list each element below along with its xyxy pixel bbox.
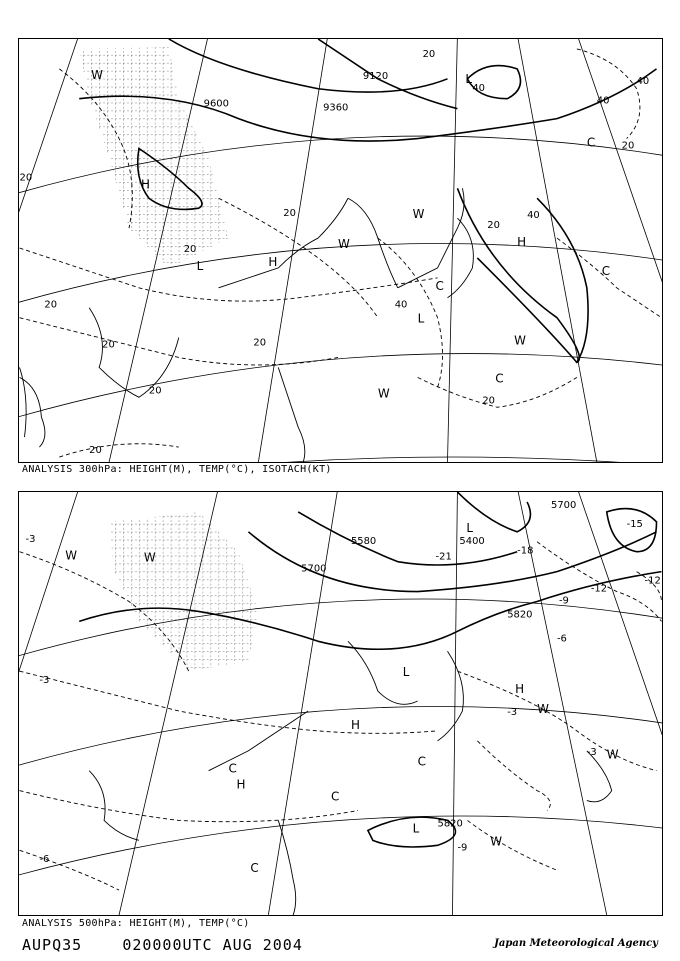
height-label: 5820 <box>437 818 463 830</box>
low-center: L <box>417 311 425 326</box>
isotach-label: 40 <box>527 210 540 222</box>
isotach-label: 20 <box>19 172 33 184</box>
height-label: 5400 <box>459 535 485 547</box>
agency-name: Japan Meteorological Agency <box>494 938 658 949</box>
warm-center: W <box>91 67 103 82</box>
temp-label: -12 <box>644 575 661 587</box>
temp-label: -21 <box>435 551 452 563</box>
isotach-label: 20 <box>283 208 296 220</box>
temp-label: -3 <box>39 675 50 687</box>
height-label: 9120 <box>362 70 389 82</box>
warm-center: W <box>65 548 78 563</box>
isotach-label: 40 <box>472 82 486 94</box>
height-label: 5700 <box>301 563 327 575</box>
warm-center: W <box>338 237 350 252</box>
chart-code: AUPQ35 <box>22 936 83 954</box>
isotach-label: 40 <box>596 95 610 107</box>
cold-center: C <box>331 789 340 804</box>
cold-center: C <box>601 263 611 278</box>
low-center: L <box>196 258 204 273</box>
warm-center: W <box>143 550 156 565</box>
warm-center: W <box>377 386 390 401</box>
chart-code-and-time <box>22 936 303 954</box>
height-label: 5700 <box>551 499 577 511</box>
high-center: H <box>517 235 527 250</box>
caption-300hpa: ANALYSIS 300hPa: HEIGHT(M), TEMP(°C), ISOTACH(KT) <box>22 464 332 475</box>
height-label: 9600 <box>203 98 229 110</box>
caption-500hpa: ANALYSIS 500hPa: HEIGHT(M), TEMP(°C) <box>22 918 250 929</box>
high-center: H <box>268 254 278 269</box>
isotach-label: 40 <box>636 75 650 87</box>
cold-center: C <box>586 135 596 150</box>
isotach-label: 20 <box>89 445 102 457</box>
map-300hpa-svg <box>19 39 662 462</box>
cold-center: C <box>495 371 504 386</box>
isotach-label: 20 <box>183 243 197 255</box>
low-center: L <box>466 520 474 535</box>
coastline <box>89 641 612 915</box>
temp-label: -6 <box>39 854 50 866</box>
warm-center: W <box>606 747 619 762</box>
temp-label: -3 <box>507 706 518 718</box>
temp-label: -15 <box>626 518 643 530</box>
height-label: 5580 <box>350 535 377 547</box>
plateau-hatch <box>109 512 258 671</box>
warm-center: W <box>490 834 503 849</box>
map-500hpa-svg <box>19 492 662 915</box>
cold-center: C <box>417 754 426 769</box>
low-center: L <box>412 821 420 836</box>
low-center: L <box>402 665 410 680</box>
high-center: H <box>236 777 246 792</box>
temp-label: -3 <box>586 746 597 758</box>
coastline <box>20 188 474 462</box>
low-center: L <box>465 71 473 86</box>
isotach-label: 20 <box>148 385 162 397</box>
map-panel-300hpa <box>18 38 663 463</box>
map-panel-500hpa <box>18 491 663 916</box>
isotach-label: 20 <box>482 395 495 407</box>
high-center: H <box>350 717 360 732</box>
temp-label: -6 <box>556 633 567 645</box>
isotach-label: 20 <box>102 339 115 351</box>
isotach-label: 20 <box>44 299 58 311</box>
warm-center: W <box>537 701 549 716</box>
height-label: 9360 <box>323 102 349 114</box>
high-center: H <box>515 682 525 697</box>
temp-label: -3 <box>25 533 36 545</box>
analysis-time: 020000UTC AUG 2004 <box>122 936 303 954</box>
temp-label: -9 <box>457 842 468 854</box>
isotach-label: 40 <box>394 299 408 311</box>
cold-center: C <box>250 861 259 876</box>
isotach-label: 20 <box>487 220 500 232</box>
isotach-label: 20 <box>621 140 635 152</box>
temp-label: -12 <box>590 583 608 595</box>
warm-center: W <box>412 207 425 222</box>
cold-center: C <box>435 278 444 293</box>
cold-center: C <box>228 761 237 776</box>
isotach-label: 20 <box>253 337 267 349</box>
height-label: 5820 <box>507 609 533 621</box>
temp-label: -18 <box>517 545 534 557</box>
temp-label: -9 <box>558 595 569 607</box>
warm-center: W <box>514 333 526 348</box>
high-center: H <box>140 177 150 192</box>
isotach-label: 20 <box>422 48 436 60</box>
